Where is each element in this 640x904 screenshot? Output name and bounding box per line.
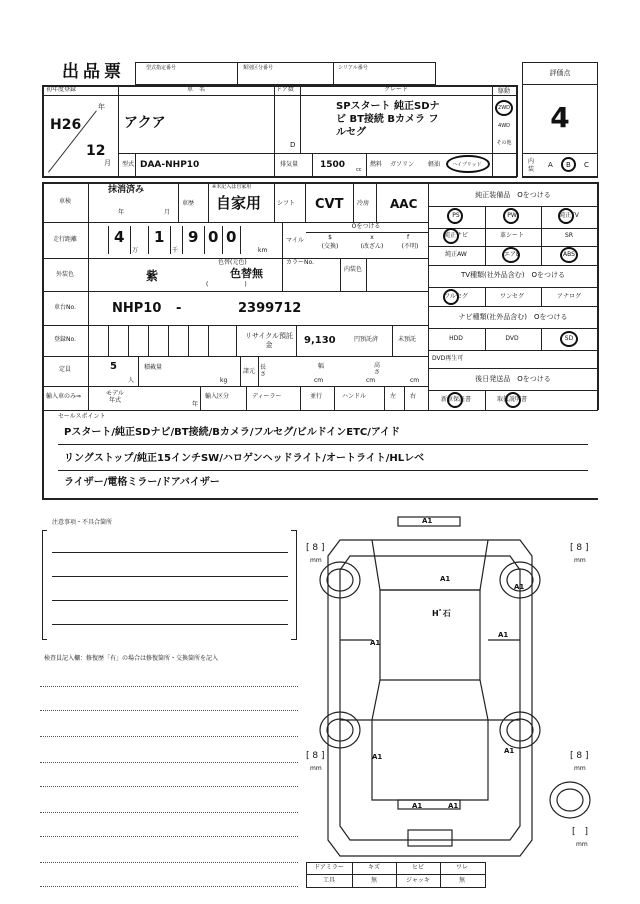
cc-unit: cc xyxy=(356,167,362,173)
mileage-man: 万 xyxy=(132,247,139,254)
inspection-month: 月 xyxy=(164,209,171,216)
navi-sd-circle xyxy=(560,331,578,347)
selling-point-line-3: ライザー/電格ミラー/ドアバイザー xyxy=(64,477,220,488)
chassis-prefix: NHP10 xyxy=(112,301,162,316)
width-label: 幅 xyxy=(318,363,325,370)
load-kg: kg xyxy=(220,377,228,384)
legend-tools-value: 無 xyxy=(370,877,378,884)
tire-front-right xyxy=(500,562,540,598)
serial-number-label: シリアル番号 xyxy=(338,65,368,71)
mileage-altered: (改ざん) xyxy=(360,243,384,250)
registration-year: H26 xyxy=(50,117,82,133)
notes-line xyxy=(52,624,288,625)
category-number-label: 類別区分番号 xyxy=(243,65,274,71)
model-year-unit: 年 xyxy=(192,401,199,408)
tire-unit-front-right: mm xyxy=(574,557,586,564)
recycle-paid: 円預託済 xyxy=(354,336,379,343)
equip-pw-circle xyxy=(503,208,519,224)
form-title: 出品票 xyxy=(62,62,125,82)
mileage-km: km xyxy=(258,247,268,254)
fuel-hybrid: ハイブリッド xyxy=(452,162,482,168)
inspector-line xyxy=(40,736,298,737)
load-label: 積載量 xyxy=(144,364,163,371)
legend-jack: ジャッキ xyxy=(406,877,430,884)
equip-tv-circle xyxy=(558,208,574,224)
import-label: 輸入車のみ⇒ xyxy=(46,393,82,400)
capacity-unit: 人 xyxy=(128,377,135,384)
model-label: 型式 xyxy=(122,161,135,168)
month-label: 月 xyxy=(104,159,111,167)
original-color-paren: ( ) xyxy=(206,281,247,288)
first-registration-label: 初年度登録 xyxy=(46,86,77,93)
later-warranty: 新車保証書 xyxy=(440,396,472,403)
inspector-line xyxy=(40,710,298,711)
tv-fullseg: フルセグ xyxy=(444,293,468,300)
notes-line xyxy=(52,576,288,577)
damage-rear-left: A1 xyxy=(372,753,383,761)
later-manual: 取扱説明書 xyxy=(496,396,528,403)
inspector-line xyxy=(40,812,298,813)
interior-c: C xyxy=(584,161,589,169)
navi-hdd: HDD xyxy=(449,335,463,342)
handle-left: 左 xyxy=(390,393,397,400)
interior-label: 内装 xyxy=(528,158,535,173)
mileage-digit-3: 9 xyxy=(188,228,199,246)
mileage-replaced: (交換) xyxy=(321,243,339,250)
fuel-hybrid-circle xyxy=(446,155,490,173)
inspection-year: 年 xyxy=(118,209,125,216)
notes-line xyxy=(52,552,288,553)
damage-left-door: A1 xyxy=(370,639,381,647)
tv-header: TV種類(社外品含む) Oをつける xyxy=(460,271,566,279)
mileage-mile: マイル xyxy=(286,237,304,244)
grade-label: グレード xyxy=(383,86,409,93)
model-year-label: モデル年式 xyxy=(106,390,124,404)
inspector-line xyxy=(40,686,298,687)
hood-line xyxy=(372,540,488,590)
history-label: 車歴 xyxy=(182,200,195,207)
later-manual-circle xyxy=(505,392,521,408)
selling-point-line-2: リングストップ/純正15インチSW/ハロゲンヘッドライト/オートライト/HLレベ xyxy=(64,453,425,464)
dims-label: 諸元 xyxy=(243,368,256,375)
color-code-label: カラーNo. xyxy=(286,259,314,266)
door-mark: D xyxy=(290,141,296,149)
drive-label: 駆動 xyxy=(497,88,511,95)
legend-break: ワレ xyxy=(455,864,469,871)
damage-right-door: A1 xyxy=(498,631,509,639)
tv-oneseg: ワンセグ xyxy=(499,293,525,300)
navi-dvd: DVD xyxy=(505,335,519,342)
drive-4wd: 4WD xyxy=(498,123,510,129)
legend-scratch: キズ xyxy=(368,864,380,871)
mileage-sym-x: x xyxy=(370,234,374,241)
import-category-label: 輸入区分 xyxy=(205,393,230,400)
equip-abs-circle xyxy=(560,247,578,263)
drive-other: その他 xyxy=(496,140,512,146)
doors-label: ドア数 xyxy=(276,86,294,93)
tire-depth-front-left: [ 8 ] xyxy=(306,543,325,553)
tire-depth-spare: [ ] xyxy=(572,827,589,837)
length-cm: cm xyxy=(314,377,324,384)
notes-line xyxy=(52,600,288,601)
grade-line-3: ルセグ xyxy=(336,127,366,138)
dvd-playback: DVD再生可 xyxy=(432,355,464,362)
ac-value: AAC xyxy=(390,197,418,211)
shift-label: シフト xyxy=(277,200,296,207)
equip-navi-circle xyxy=(443,228,459,244)
tire-depth-rear-left: [ 8 ] xyxy=(306,751,325,761)
fuel-diesel: 軽油 xyxy=(428,161,441,168)
year-label: 年 xyxy=(98,103,105,111)
interior-b-circle xyxy=(561,157,576,172)
tire-rear-left xyxy=(320,712,360,748)
tire-unit-front-left: mm xyxy=(310,557,322,564)
damage-windshield-chip: Hﾞ石 xyxy=(432,609,451,618)
tire-unit-spare: mm xyxy=(576,841,588,848)
displacement-label: 排気量 xyxy=(280,161,299,168)
mileage-sym-f: f xyxy=(406,234,410,241)
inspector-line xyxy=(40,762,298,763)
interior-b: B xyxy=(566,161,571,169)
mileage-digit-2: 1 xyxy=(154,228,165,246)
mileage-digit-4: 0 xyxy=(208,228,219,246)
inspector-note: 検査員記入欄：修復歴「有」の場合は修復箇所・交換箇所を記入 xyxy=(44,655,219,662)
legend-jack-value: 無 xyxy=(458,877,466,884)
tire-depth-rear-right: [ 8 ] xyxy=(570,751,589,761)
damage-rear-bumper-right: A1 xyxy=(448,802,459,810)
capacity-label: 定員 xyxy=(58,366,72,373)
import-parallel: 並行 xyxy=(310,393,323,400)
inspector-line xyxy=(40,786,298,787)
interior-color-label: 内装色 xyxy=(344,266,363,273)
inspection-status: 抹消済み xyxy=(108,185,145,195)
color-change-value: 色替無 xyxy=(230,267,263,280)
tv-analog: アナログ xyxy=(556,293,582,300)
displacement-value: 1500 xyxy=(320,160,346,170)
inspector-line xyxy=(40,836,298,837)
equip-tv: 純正TV xyxy=(559,212,579,219)
mileage-sen: 千 xyxy=(172,247,179,254)
equipment-header: 純正装備品 Oをつける xyxy=(475,191,551,199)
exterior-color-label: 外装色 xyxy=(55,271,75,278)
height-label: 高さ xyxy=(374,362,381,376)
import-dealer: ディーラー xyxy=(252,393,282,400)
later-warranty-circle xyxy=(447,392,463,408)
mileage-label: 走行距離 xyxy=(52,236,78,243)
equip-ps: PS xyxy=(452,212,460,219)
chassis-dash: - xyxy=(176,301,182,316)
inspector-line xyxy=(40,862,298,863)
equip-abs: ABS xyxy=(563,251,575,258)
mileage-digit-1: 4 xyxy=(114,228,125,246)
mileage-sym-dollar: $ xyxy=(328,234,332,241)
model-designation-label: 型式指定番号 xyxy=(146,65,177,71)
grade-line-2: ビ BT接続 Bカメラ フ xyxy=(336,114,439,125)
chassis-number: 2399712 xyxy=(238,301,302,316)
interior-a: A xyxy=(548,161,553,169)
equip-pw: PW xyxy=(507,212,517,219)
color-change-label: 色替(元色) xyxy=(218,259,247,266)
notes-bracket-left xyxy=(42,530,43,640)
selling-points-label: セールスポイント xyxy=(58,413,106,420)
damage-rear-bumper-left: A1 xyxy=(412,802,423,810)
history-value: 自家用 xyxy=(216,194,262,212)
legend-crack: ヒビ xyxy=(411,864,425,871)
fuel-label: 燃料 xyxy=(370,161,383,168)
later-items-header: 後日発送品 Oをつける xyxy=(475,375,551,383)
chassis-label: 車台No. xyxy=(54,304,76,311)
spare-tire xyxy=(550,782,590,818)
car-name: アクア xyxy=(124,115,166,131)
tv-fullseg-circle xyxy=(443,289,459,305)
damage-front-right-fender: A1 xyxy=(514,583,525,591)
equip-aw: 純正AW xyxy=(445,251,467,258)
recycle-value: 9,130 xyxy=(304,335,336,346)
navi-sd: SD xyxy=(564,335,574,342)
damage-front-bumper: A1 xyxy=(422,517,433,525)
tire-unit-rear-right: mm xyxy=(574,765,586,772)
score-value: 4 xyxy=(550,101,570,134)
registration-month: 12 xyxy=(86,143,106,159)
width-cm: cm xyxy=(366,377,376,384)
rear-plate xyxy=(408,830,452,846)
legend-door-mirror: ドアミラー xyxy=(314,864,344,871)
tire-unit-rear-left: mm xyxy=(310,765,322,772)
score-label: 評価点 xyxy=(549,69,571,77)
mileage-mark-note: Oをつける xyxy=(351,223,381,230)
equip-airbag: エアB xyxy=(503,251,521,258)
damage-rear-right: A1 xyxy=(504,747,515,755)
door-lines xyxy=(340,640,520,720)
registration-label: 登録No. xyxy=(54,336,76,343)
car-inner-outline xyxy=(340,556,520,840)
trunk-box xyxy=(372,720,488,800)
mileage-digit-5: 0 xyxy=(226,228,237,246)
exterior-color-value: 紫 xyxy=(146,269,159,283)
equip-airbag-circle xyxy=(502,247,520,263)
length-label: 長さ xyxy=(260,364,267,378)
height-cm: cm xyxy=(410,377,420,384)
ac-label: 冷房 xyxy=(357,200,370,207)
navi-header: ナビ種類(社外品含む) Oをつける xyxy=(458,313,568,321)
damage-hood: A1 xyxy=(440,575,451,583)
handle-label: ハンドル xyxy=(342,393,367,400)
selling-point-line-1: Pスタート/純正SDナビ/BT接続/Bカメラ/フルセグ/ビルドインETC/アイド xyxy=(64,427,401,438)
inspector-line xyxy=(40,886,298,887)
legend-tools: 工具 xyxy=(322,877,336,884)
handle-right: 右 xyxy=(410,393,417,400)
rear-window xyxy=(372,680,488,720)
shift-value: CVT xyxy=(315,197,344,212)
roof-box xyxy=(380,590,480,680)
inspection-label: 車検 xyxy=(58,198,72,205)
equip-ps-circle xyxy=(447,208,463,224)
car-name-label: 車 名 xyxy=(186,86,206,93)
mileage-unknown: (不明) xyxy=(401,243,419,250)
capacity-value: 5 xyxy=(110,361,117,372)
car-outline xyxy=(328,540,532,856)
unregistered-note: ※未記入は自家用 xyxy=(212,184,252,190)
notes-title: 注意事項・不具合箇所 xyxy=(52,519,113,526)
equip-navi: 純正ナビ xyxy=(443,232,469,239)
drive-2wd-circle xyxy=(495,100,513,116)
grade-line-1: SPスタート 純正SDナ xyxy=(336,101,440,112)
drive-2wd: 2WD xyxy=(498,105,510,111)
fuel-gasoline: ガソリン xyxy=(390,161,415,168)
equip-leather: 革シート xyxy=(499,232,525,239)
tire-front-left xyxy=(320,562,360,598)
notes-bracket-right xyxy=(296,530,297,640)
recycle-label: リサイクル預託金 xyxy=(244,332,294,349)
tire-depth-front-right: [ 8 ] xyxy=(570,543,589,553)
model-value: DAA-NHP10 xyxy=(140,160,200,170)
recycle-unpaid: 未預託 xyxy=(398,336,417,343)
equip-sr: SR xyxy=(565,232,573,239)
tire-rear-right xyxy=(500,712,540,748)
